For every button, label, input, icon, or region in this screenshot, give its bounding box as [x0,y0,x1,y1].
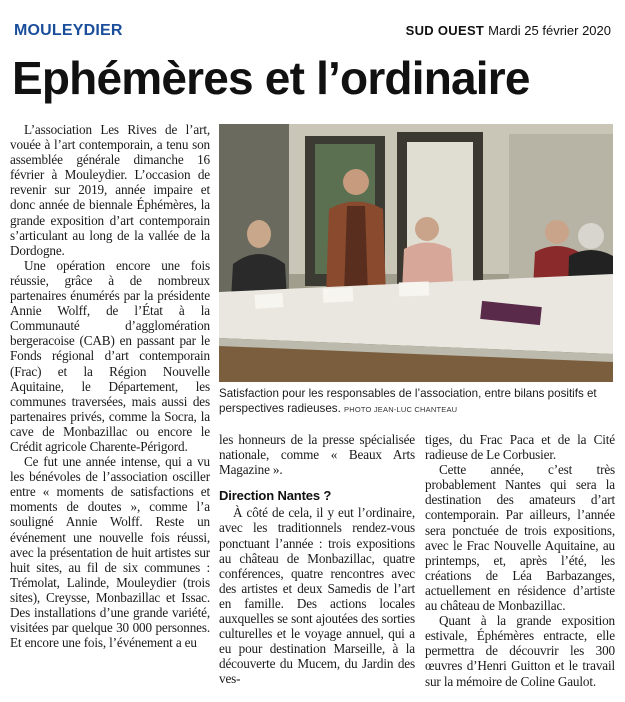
article-column-2 [219,432,415,687]
article-column-1 [10,122,210,650]
subheading: Direction Nantes ? [219,488,332,504]
photo-caption [219,387,613,417]
section-label: MOULEYDIER [14,22,123,39]
issue-date: Mardi 25 février 2020 [488,23,611,38]
paragraph-press-continued: les honneurs de la presse spécialisée nationale, comme « Beaux Arts Magazine ». [219,432,415,478]
caption-text: Satisfaction pour les responsables de l’association, entre bilans positifs et perspectives radieuses. [219,387,597,415]
meeting-photo-illustration [219,124,613,382]
paragraph-nantes: Cette année, c’est très probablement Nantes qui sera la destination des amateurs d’art contemporain. Par ailleurs, l’année sera ponctuée de trois expositions, avec le Frac Nouvelle Aquitaine, au printemps, et, après l’été, les créations de Léa Barbazanges, actuellement en résidence d’artiste au château de Monbazillac. [425,462,615,614]
paragraph-trip-continued: tiges, du Frac Paca et de la Cité radieuse de Le Corbusier. [425,432,615,463]
article-photo [219,124,613,382]
paragraph-partners: Une opération encore une fois réussie, grâce à de nombreux partenaires énumérés par la présidente Annie Wolff, de l’État à la Communauté d’agglomération bergeracoise (CAB) en passant par le Fonds régional d’art contemporain (Frac) et la Région Nouvelle Aquitaine, le Département, les communes traversées, mais aussi des partenaires privés, comme la Socra, la cave de Monbazillac ou encore le Crédit agricole Charente-Périgord. [10,257,210,454]
photo-credit: PHOTO JEAN-LUC CHANTEAU [344,404,458,414]
article-column-3 [425,432,615,689]
paragraph-summer-exhibition: Quant à la grande exposition estivale, Éphémères entracte, elle permettra de découvrir les 300 œuvres d’Henri Guitton et le travail sur la mémoire de Coline Gaulot. [425,613,615,689]
paragraph-year-recap: Ce fut une année intense, qui a vu les bénévoles de l’association osciller entre « moments de satisfactions et moments de doutes », comme l’a souligné Annie Wolff. Reste un événement une nouvelle fois réussi, avec la présentation de huit artistes sur huit sites, au fil de six communes : Trémolat, Lalinde, Mouleydier (trois sites), Creysse, Monbazillac et Issac. Des installations d’une grande variété, visitées par quelque 30 000 personnes. Et encore une fois, l’événement a eu [10,454,210,651]
page-header [14,22,611,42]
masthead [406,23,611,38]
paragraph-intro: L’association Les Rives de l’art, vouée à l’art contemporain, a tenu son assemblée générale dimanche 16 février à Mouleydier. L’occasion de revenir sur 2019, année impaire et donc année de biennale Éphémères, la grande exposition d’art contemporain s’articulant au long de la vallée de la Dordogne. [10,122,210,258]
newspaper-name: SUD OUEST [405,23,485,38]
paragraph-ordinary: À côté de cela, il y eut l’ordinaire, avec les traditionnels rendez-vous ponctuant l’année : trois expositions au château de Monbazillac, quatre conférences, quatre rencontres avec des artistes et deux Samedis de l’art en famille. Des actions locales auxquelles se sont ajoutées des sorties culturelles et le voyage annuel, qui a eu pour destination Marseille, à la découverte du Mucem, du Jardin des ves- [219,505,415,687]
headline: Ephémères et l’ordinaire [12,52,530,104]
